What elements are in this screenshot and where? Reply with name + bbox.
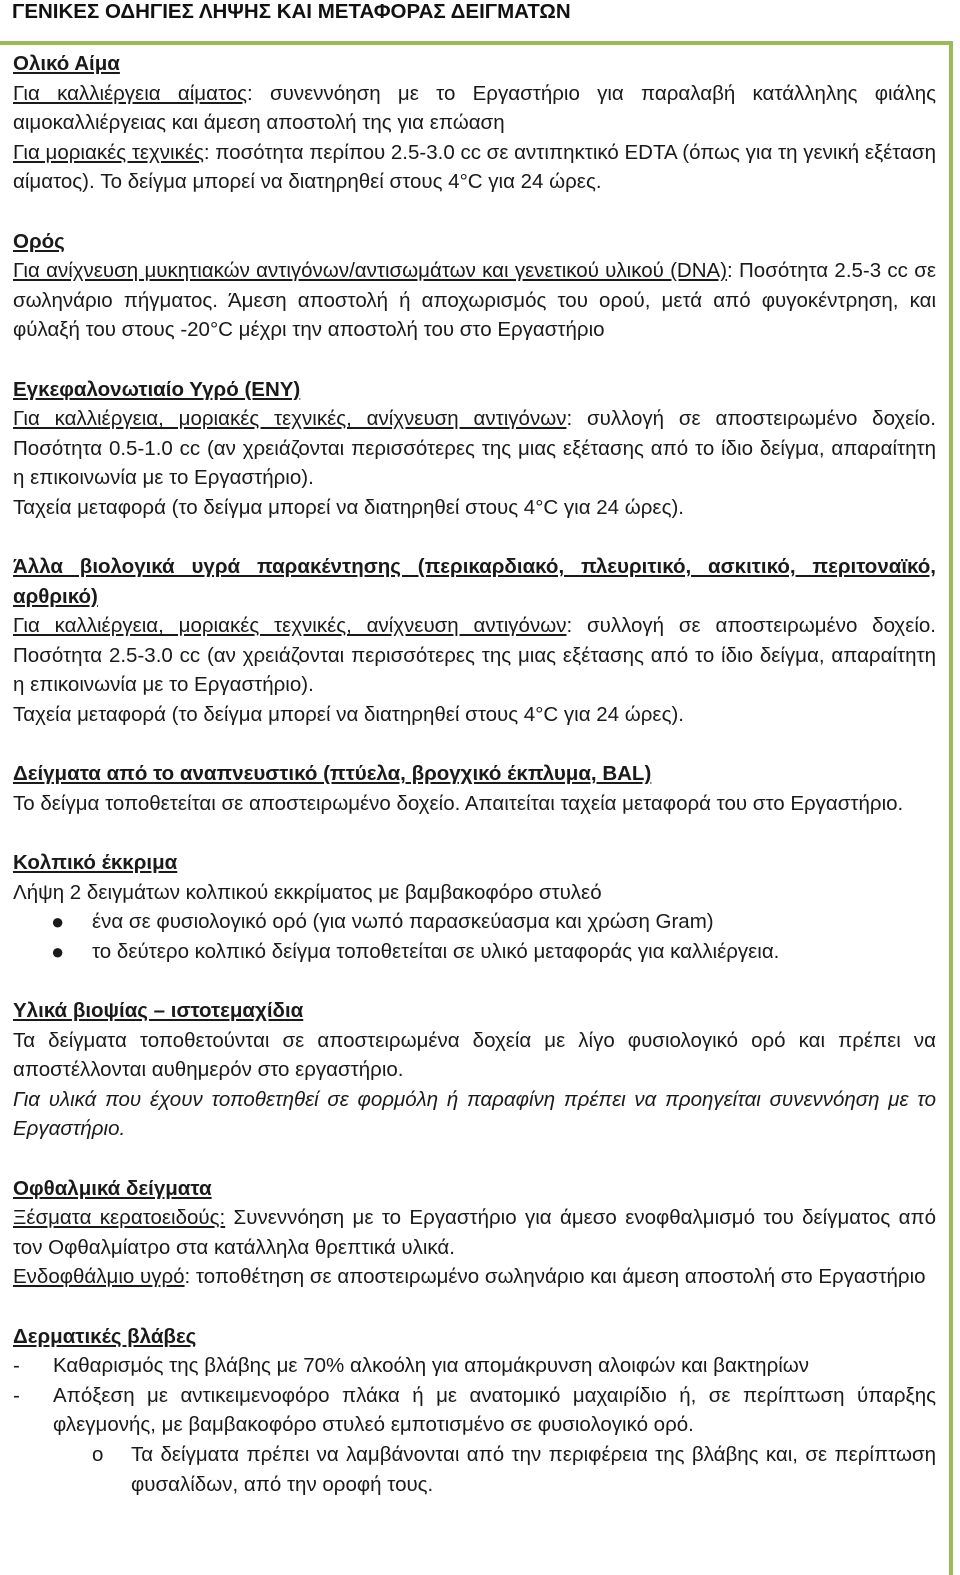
section-heading-fluids: Άλλα βιολογικά υγρά παρακέντησης (περικαρδιακό, πλευριτικό, ασκιτικό, περιτοναϊκό, αρθρικό)	[13, 555, 936, 608]
section-heading-biopsy: Υλικά βιοψίας – ιστοτεμαχίδια	[13, 999, 304, 1022]
document-body	[13, 49, 936, 1499]
ocular-vitreous-label: Ενδοφθάλμιο υγρό	[13, 1265, 185, 1289]
ocular-vitreous-paragraph	[13, 1262, 936, 1292]
biopsy-paragraph: Τα δείγματα τοποθετούνται σε αποστειρωμένα δοχεία με λίγο φυσιολογικό ορό και πρέπει να αποστέλλονται αυθημερόν στο εργαστήριο.	[13, 1028, 936, 1082]
list-item-text: ένα σε φυσιολογικό ορό (για νωπό παρασκεύασμα και χρώση Gram)	[92, 910, 714, 934]
csf-transport: Ταχεία μεταφορά (το δείγμα μπορεί να διατηρηθεί στους 4°C για 24 ώρες).	[13, 495, 684, 519]
dash-icon: -	[13, 1354, 20, 1378]
serum-paragraph	[13, 256, 936, 345]
fluids-transport: Ταχεία μεταφορά (το δείγμα μπορεί να διατηρηθεί στους 4°C για 24 ώρες).	[13, 703, 684, 727]
ocular-vitreous-text: : τοποθέτηση σε αποστειρωμένο σωληνάριο και άμεση αποστολή στο Εργαστήριο	[184, 1265, 926, 1289]
blood-culture-label: Για καλλιέργεια αίματος	[13, 81, 248, 105]
skin-dash-list	[13, 1351, 936, 1440]
list-item-text: Απόξεση με αντικειμενοφόρο πλάκα ή με ανατομικό μαχαιρίδιο ή, σε περίπτωση ύπαρξης φλεγμονής, με βαμβακοφόρο στυλεό εμποτισμένο σε φυσιολογικό ορό.	[53, 1383, 936, 1437]
section-heading-skin: Δερματικές βλάβες	[13, 1324, 197, 1348]
ocular-scrapings-label: Ξέσματα κερατοειδούς:	[13, 1206, 226, 1230]
fluids-text: : συλλογή σε αποστειρωμένο δοχείο. Ποσότητα 2.5-3.0 cc (αν χρειάζονται περισσότερες της μιας εξέτασης από το ίδιο δείγμα, απαραίτητη η επικοινωνία με το Εργαστήριο).	[13, 614, 936, 697]
list-item	[13, 937, 936, 967]
section-heading-serum: Ορός	[13, 229, 65, 253]
spacer	[13, 730, 936, 760]
spacer	[13, 1292, 936, 1322]
right-border-rule	[949, 41, 953, 1575]
serum-label: Για ανίχνευση μυκητιακών αντιγόνων/αντισωμάτων και γενετικού υλικού (DNA)	[13, 259, 728, 283]
csf-text: : συλλογή σε αποστειρωμένο δοχείο. Ποσότητα 0.5-1.0 cc (αν χρειάζονται περισσότερες της μιας εξέτασης από το ίδιο δείγμα, απαραίτητη η επικοινωνία με το Εργαστήριο).	[13, 407, 936, 490]
fluids-label: Για καλλιέργεια, μοριακές τεχνικές, ανίχνευση αντιγόνων	[13, 614, 567, 638]
spacer	[13, 345, 936, 375]
list-item	[13, 1351, 936, 1381]
bullet-icon: ●	[51, 909, 65, 935]
ocular-scrapings-text: Συνεννόηση με το Εργαστήριο για άμεσο ενοφθαλμισμό του δείγματος από τον Οφθαλμίατρο στα κατάλληλα θρεπτικά υλικά.	[13, 1206, 936, 1259]
blood-culture-paragraph	[13, 79, 936, 138]
skin-sub-list	[13, 1440, 936, 1499]
blood-culture-text: : συνεννόηση με το Εργαστήριο για παραλαβή κατάλληλης φιάλης αιμοκαλλιέργειας και άμεση αποστολή της για επώαση	[13, 81, 936, 135]
fluids-paragraph	[13, 611, 936, 700]
title-rule	[0, 41, 953, 45]
vaginal-bullet-list	[13, 907, 936, 966]
respiratory-paragraph: Το δείγμα τοποθετείται σε αποστειρωμένο δοχείο. Απαιτείται ταχεία μεταφορά του στο Εργαστήριο.	[13, 791, 904, 815]
list-item	[13, 1440, 936, 1499]
document-title: ΓΕΝΙΚΕΣ ΟΔΗΓΙΕΣ ΛΗΨΗΣ ΚΑΙ ΜΕΤΑΦΟΡΑΣ ΔΕΙΓΜΑΤΩΝ	[12, 0, 571, 23]
biopsy-italic-note: Για υλικά που έχουν τοποθετηθεί σε φορμόλη ή παραφίνη πρέπει να προηγείται συνεννόηση με το Εργαστήριο.	[13, 1087, 936, 1141]
ocular-scrapings-paragraph	[13, 1203, 936, 1262]
list-item-text: το δεύτερο κολπικό δείγμα τοποθετείται σε υλικό μεταφοράς για καλλιέργεια.	[92, 939, 780, 963]
serum-text: : Ποσότητα 2.5-3 cc σε σωληνάριο πήγματος. Άμεση αποστολή ή αποχωρισμός του ορού, μετά από φυγοκέντρηση, και φύλαξή του στους -20°C μέχρι την αποστολή του στο Εργαστήριο	[13, 259, 936, 342]
blood-molecular-paragraph	[13, 138, 936, 197]
vaginal-intro: Λήψη 2 δειγμάτων κολπικού εκκρίματος με βαμβακοφόρο στυλεό	[13, 880, 602, 904]
list-item	[13, 907, 936, 937]
list-item-text: Τα δείγματα πρέπει να λαμβάνονται από την περιφέρεια της βλάβης και, σε περίπτωση φυσαλίδων, από την οροφή τους.	[131, 1442, 936, 1496]
dash-icon: -	[13, 1383, 20, 1407]
section-heading-csf: Εγκεφαλονωτιαίο Υγρό (ΕΝΥ)	[13, 377, 301, 401]
bullet-icon: ●	[51, 938, 65, 964]
spacer	[13, 523, 936, 553]
circle-bullet-icon: o	[92, 1442, 104, 1466]
section-heading-blood: Ολικό Αίμα	[13, 52, 120, 75]
spacer	[13, 966, 936, 996]
spacer	[13, 818, 936, 848]
blood-molecular-label: Για μοριακές τεχνικές	[13, 140, 204, 164]
section-heading-vaginal: Κολπικό έκκριμα	[13, 851, 178, 875]
spacer	[13, 197, 936, 227]
spacer	[13, 1144, 936, 1174]
csf-paragraph	[13, 404, 936, 493]
blood-molecular-text: : ποσότητα περίπου 2.5-3.0 cc σε αντιπηκτικό EDTA (όπως για τη γενική εξέταση αίματος). Το δείγμα μπορεί να διατηρηθεί στους 4°C για 24 ώρες.	[13, 140, 937, 194]
section-heading-respiratory: Δείγματα από το αναπνευστικό (πτύελα, βρογχικό έκπλυμα, BAL)	[13, 762, 652, 786]
list-item	[13, 1381, 936, 1440]
section-heading-ocular: Οφθαλμικά δείγματα	[13, 1176, 212, 1200]
csf-label: Για καλλιέργεια, μοριακές τεχνικές, ανίχνευση αντιγόνων	[13, 407, 567, 431]
list-item-text: Καθαρισμός της βλάβης με 70% αλκοόλη για απομάκρυνση αλοιφών και βακτηρίων	[53, 1354, 810, 1378]
